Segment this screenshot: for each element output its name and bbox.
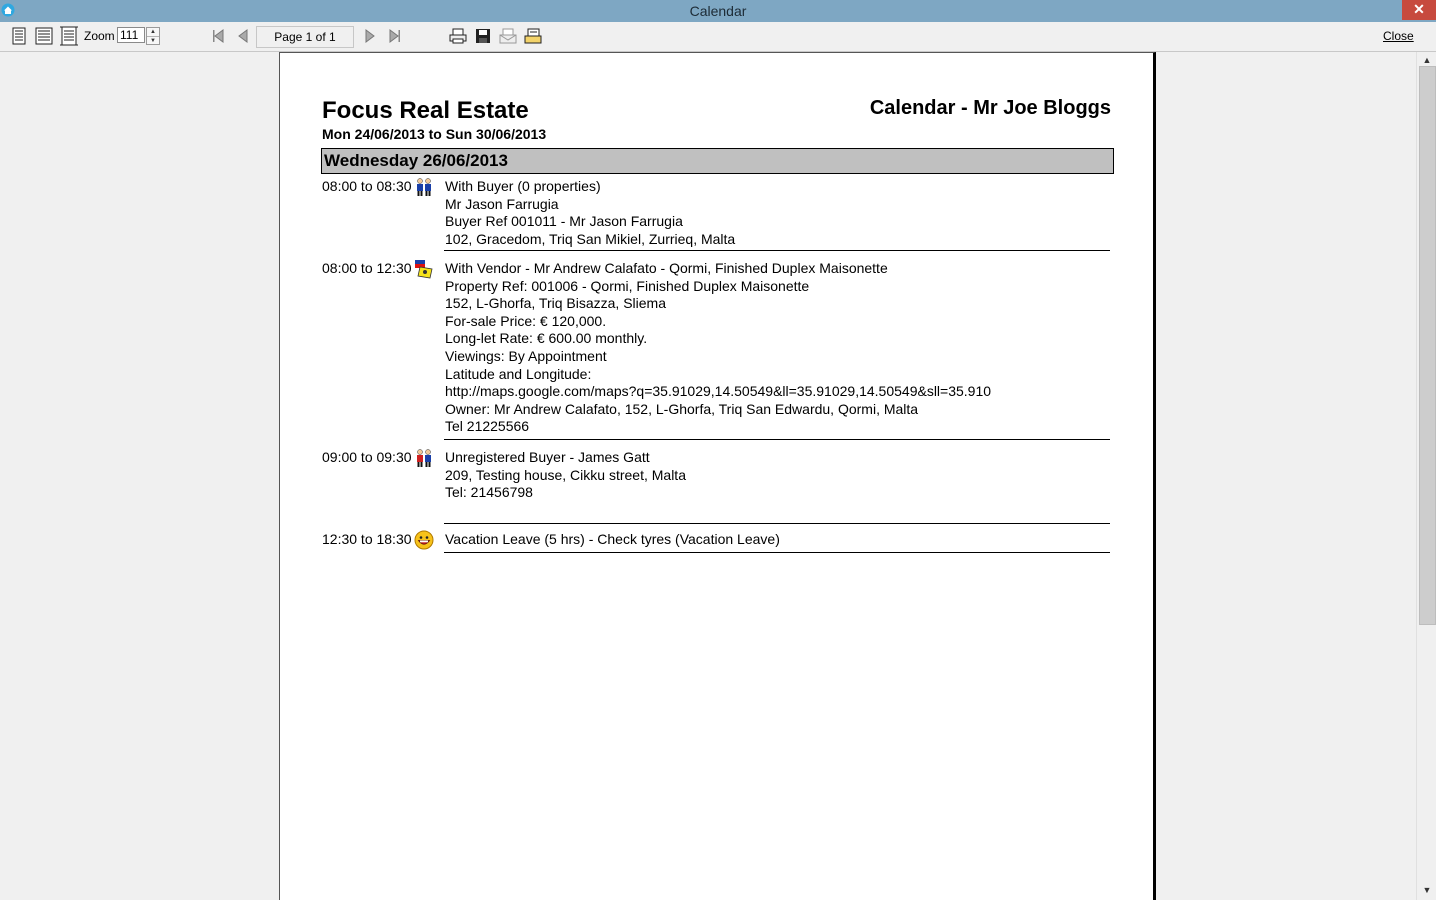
entry-details [445, 449, 686, 502]
toolbar [0, 22, 1436, 52]
day-header: Wednesday 26/06/2013 [321, 148, 1114, 174]
entry-line: Mr Jason Farrugia [445, 195, 559, 212]
entry-line: Tel 21225566 [445, 418, 530, 435]
date-range: Mon 24/06/2013 to Sun 30/06/2013 [322, 126, 547, 142]
entry-details [445, 178, 735, 248]
zoom-spinner[interactable] [146, 27, 160, 45]
next-page-button[interactable] [362, 26, 378, 46]
page-status: Page 1 of 1 [256, 26, 354, 48]
report-preview-area [0, 52, 1416, 900]
scroll-down-icon[interactable]: ▼ [1422, 885, 1432, 895]
buyer-icon [414, 177, 434, 197]
entry-line: Property Ref: 001006 - Qormi, Finished Duplex Maisonette [445, 277, 810, 294]
zoom-input[interactable] [117, 27, 145, 43]
prev-page-icon [238, 29, 248, 43]
email-button[interactable] [498, 26, 518, 46]
report-page [279, 52, 1156, 900]
entry-line: For-sale Price: € 120,000. [445, 312, 607, 329]
entry-time: 08:00 to 12:30 [322, 260, 412, 276]
entry-separator [444, 250, 1110, 251]
page-width-button[interactable] [59, 26, 79, 46]
entry-line: With Buyer (0 properties) [445, 178, 601, 194]
page-width-icon [60, 26, 78, 46]
prev-page-button[interactable] [235, 26, 251, 46]
window-close-button[interactable]: ✕ [1402, 0, 1436, 20]
spinner-up-icon[interactable]: ▲ [147, 28, 159, 37]
first-page-icon [212, 29, 224, 43]
scrollbar-thumb[interactable] [1419, 66, 1436, 625]
company-name: Focus Real Estate [322, 97, 529, 124]
entry-line: 209, Testing house, Cikku street, Malta [445, 466, 686, 483]
scroll-up-icon[interactable]: ▲ [1422, 55, 1432, 65]
entry-separator [444, 439, 1110, 440]
entry-line: 152, L-Ghorfa, Triq Bisazza, Sliema [445, 295, 666, 312]
entry-line: Unregistered Buyer - James Gatt [445, 449, 650, 465]
spinner-down-icon[interactable]: ▼ [150, 38, 156, 44]
vendor-icon [414, 259, 434, 279]
entry-line: http://maps.google.com/maps?q=35.91029,14.50549&ll=35.91029,14.50549&sll=35.910 [445, 383, 992, 400]
title-bar [0, 0, 1436, 22]
entry-line: Owner: Mr Andrew Calafato, 152, L-Ghorfa, Triq San Edwardu, Qormi, Malta [445, 400, 919, 417]
entry-time: 12:30 to 18:30 [322, 531, 412, 547]
single-page-button[interactable] [10, 26, 28, 46]
last-page-icon [389, 29, 401, 43]
entry-line: Buyer Ref 001011 - Mr Jason Farrugia [445, 213, 683, 230]
window-title: Calendar [689, 3, 747, 19]
save-button[interactable] [473, 26, 493, 46]
entry-line: With Vendor - Mr Andrew Calafato - Qormi, Finished Duplex Maisonette [445, 260, 888, 276]
entry-details [445, 260, 991, 436]
entry-line: Long-let Rate: € 600.00 monthly. [445, 330, 648, 347]
calendar-title: Calendar - Mr Joe Bloggs [869, 97, 1111, 119]
export-icon [524, 28, 542, 44]
vertical-scrollbar[interactable] [1416, 52, 1436, 900]
last-page-button[interactable] [387, 26, 403, 46]
entry-separator [444, 552, 1110, 553]
entry-details [445, 531, 780, 549]
zoom-label: Zoom [84, 29, 115, 43]
email-icon [499, 28, 517, 44]
first-page-button[interactable] [210, 26, 226, 46]
next-page-icon [365, 29, 375, 43]
unregistered-buyer-icon [414, 448, 434, 468]
multi-page-button[interactable] [34, 26, 54, 46]
single-page-icon [12, 27, 26, 45]
entry-line: Vacation Leave (5 hrs) - Check tyres (Vacation Leave) [445, 531, 780, 547]
entry-line: Latitude and Longitude: [445, 365, 592, 382]
entry-line: 102, Gracedom, Triq San Mikiel, Zurrieq, Malta [445, 230, 736, 247]
entry-line: Tel: 21456798 [445, 484, 533, 501]
entry-line: Viewings: By Appointment [445, 347, 607, 364]
entry-separator [444, 523, 1110, 524]
export-button[interactable] [523, 26, 543, 46]
save-icon [475, 28, 491, 44]
print-button[interactable] [448, 26, 468, 46]
entry-time: 08:00 to 08:30 [322, 178, 412, 194]
close-link[interactable]: Close [1383, 29, 1414, 43]
print-icon [449, 28, 467, 44]
multi-page-icon [35, 27, 53, 45]
entry-time: 09:00 to 09:30 [322, 449, 412, 465]
vacation-smiley-icon [414, 530, 434, 550]
